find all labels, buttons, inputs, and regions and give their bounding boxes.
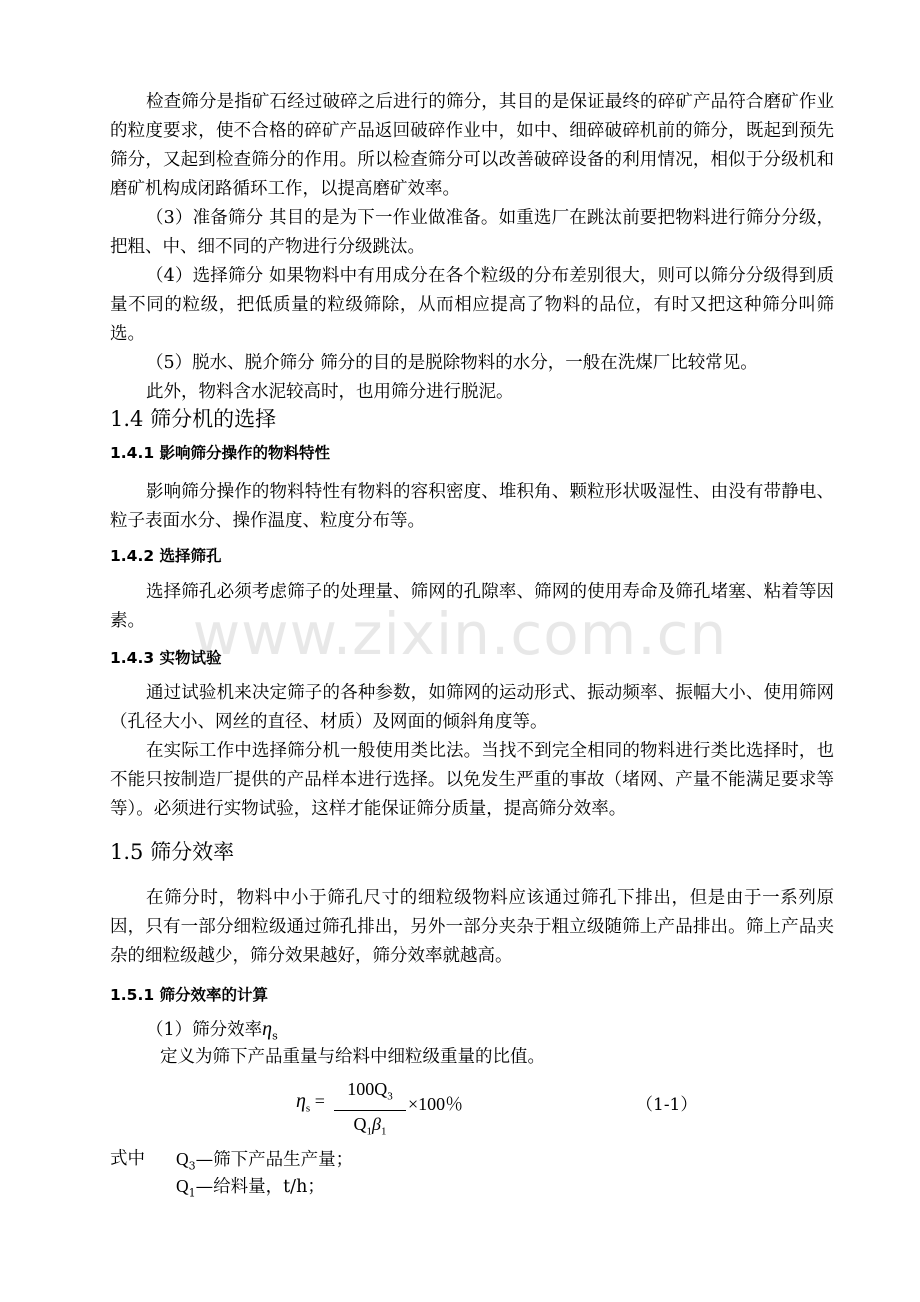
heading-1-5-1: 1.5.1 筛分效率的计算 xyxy=(110,986,269,1004)
formula-eta: η xyxy=(296,1090,306,1112)
legend-prefix: 式中 xyxy=(110,1149,145,1169)
heading-1-4-1: 1.4.1 影响筛分操作的物料特性 xyxy=(110,444,331,462)
watermark: www.zixin.com.cn xyxy=(192,600,728,668)
paragraph-test-machine: 通过试验机来决定筛子的各种参数，如筛网的运动形式、振动频率、振幅大小、使用筛网（孔径大小、网丝的直径、材质）及网面的倾斜角度等。 xyxy=(110,683,834,732)
paragraph-selective-screening: （4）选择筛分 如果物料中有用成分在各个粒级的分布差别很大，则可以筛分分级得到质量不同的粒级，把低质量的粒级筛除，从而相应提高了物料的品位，有时又把这种筛分叫筛选。 xyxy=(110,266,834,344)
paragraph-preparation-screening: （3）准备筛分 其目的是为下一作业做准备。如重选厂在跳汰前要把物料进行筛分分级，把粗、中、细不同的产物进行分级跳汰。 xyxy=(110,208,834,257)
paragraph-desliming: 此外，物料含水泥较高时，也用筛分进行脱泥。 xyxy=(146,382,514,402)
legend-q1: $Q_1—$给料量，t/h； xyxy=(176,1176,325,1200)
formula-fraction xyxy=(334,1078,406,1142)
heading-1-4-2: 1.4.2 选择筛孔 xyxy=(110,547,222,565)
paragraph-screening-efficiency: 在筛分时，物料中小于筛孔尺寸的细粒级物料应该通过筛孔下排出，但是由于一系列原因，只有一部分细粒级通过筛孔排出，另外一部分夹杂于粗立级随筛上产品排出。筛上产品夹杂的细粒级越少，筛分效果越好，筛分效率就越高。 xyxy=(110,888,834,966)
paragraph-analogy-method: 在实际工作中选择筛分机一般使用类比法。当找不到完全相同的物料进行类比选择时，也不能只按制造厂提供的产品样本进行选择。以免发生严重的事故（堵网、产量不能满足要求等等）。必须进行实物试验，这样才能保证筛分质量，提高筛分效率。 xyxy=(110,741,834,819)
formula-equals: = xyxy=(314,1091,325,1111)
paragraph-mesh-selection: 选择筛孔必须考虑筛子的处理量、筛网的孔隙率、筛网的使用寿命及筛孔堵塞、粘着等因素。 xyxy=(110,582,834,631)
equation-number: （1-1） xyxy=(636,1095,698,1115)
formula-eta-subscript: s xyxy=(305,1102,311,1115)
heading-1-4: 1.4 筛分机的选择 xyxy=(110,407,277,431)
heading-1-5: 1.5 筛分效率 xyxy=(110,840,235,864)
formula-lhs xyxy=(296,1090,325,1115)
formula-numerator: $100Q_3$ xyxy=(347,1079,393,1103)
formula-tail: ×100％ xyxy=(408,1094,464,1114)
legend-q3: $Q_3—$筛下产品生产量； xyxy=(176,1149,354,1173)
paragraph-inspection-screening: 检查筛分是指矿石经过破碎之后进行的筛分，其目的是保证最终的碎矿产品符合磨矿作业的粒度要求，使不合格的碎矿产品返回破碎作业中，如中、细碎破碎机前的筛分，既起到预先筛分，又起到检查筛分的作用。所以检查筛分可以改善破碎设备的利用情况，相似于分级机和磨矿机构成闭路循环工作，以提高磨矿效率。 xyxy=(110,92,834,199)
eta-subscript: s xyxy=(272,1029,278,1043)
paragraph-dewatering-screening: （5）脱水、脱介筛分 筛分的目的是脱除物料的水分，一般在洗煤厂比较常见。 xyxy=(146,353,758,373)
efficiency-definition-text: 定义为筛下产品重量与给料中细粒级重量的比值。 xyxy=(160,1047,545,1067)
efficiency-label-text: （1）筛分效率 xyxy=(146,1020,263,1040)
formula-denominator: $Q_1\beta_1$ xyxy=(353,1113,387,1138)
paragraph-material-properties: 影响筛分操作的物料特性有物料的容积密度、堆积角、颗粒形状吸湿性、由没有带静电、粒子表面水分、操作温度、粒度分布等。 xyxy=(110,482,834,531)
heading-1-4-3: 1.4.3 实物试验 xyxy=(110,649,222,667)
eta-symbol: η xyxy=(262,1018,273,1040)
fraction-bar xyxy=(334,1110,406,1111)
